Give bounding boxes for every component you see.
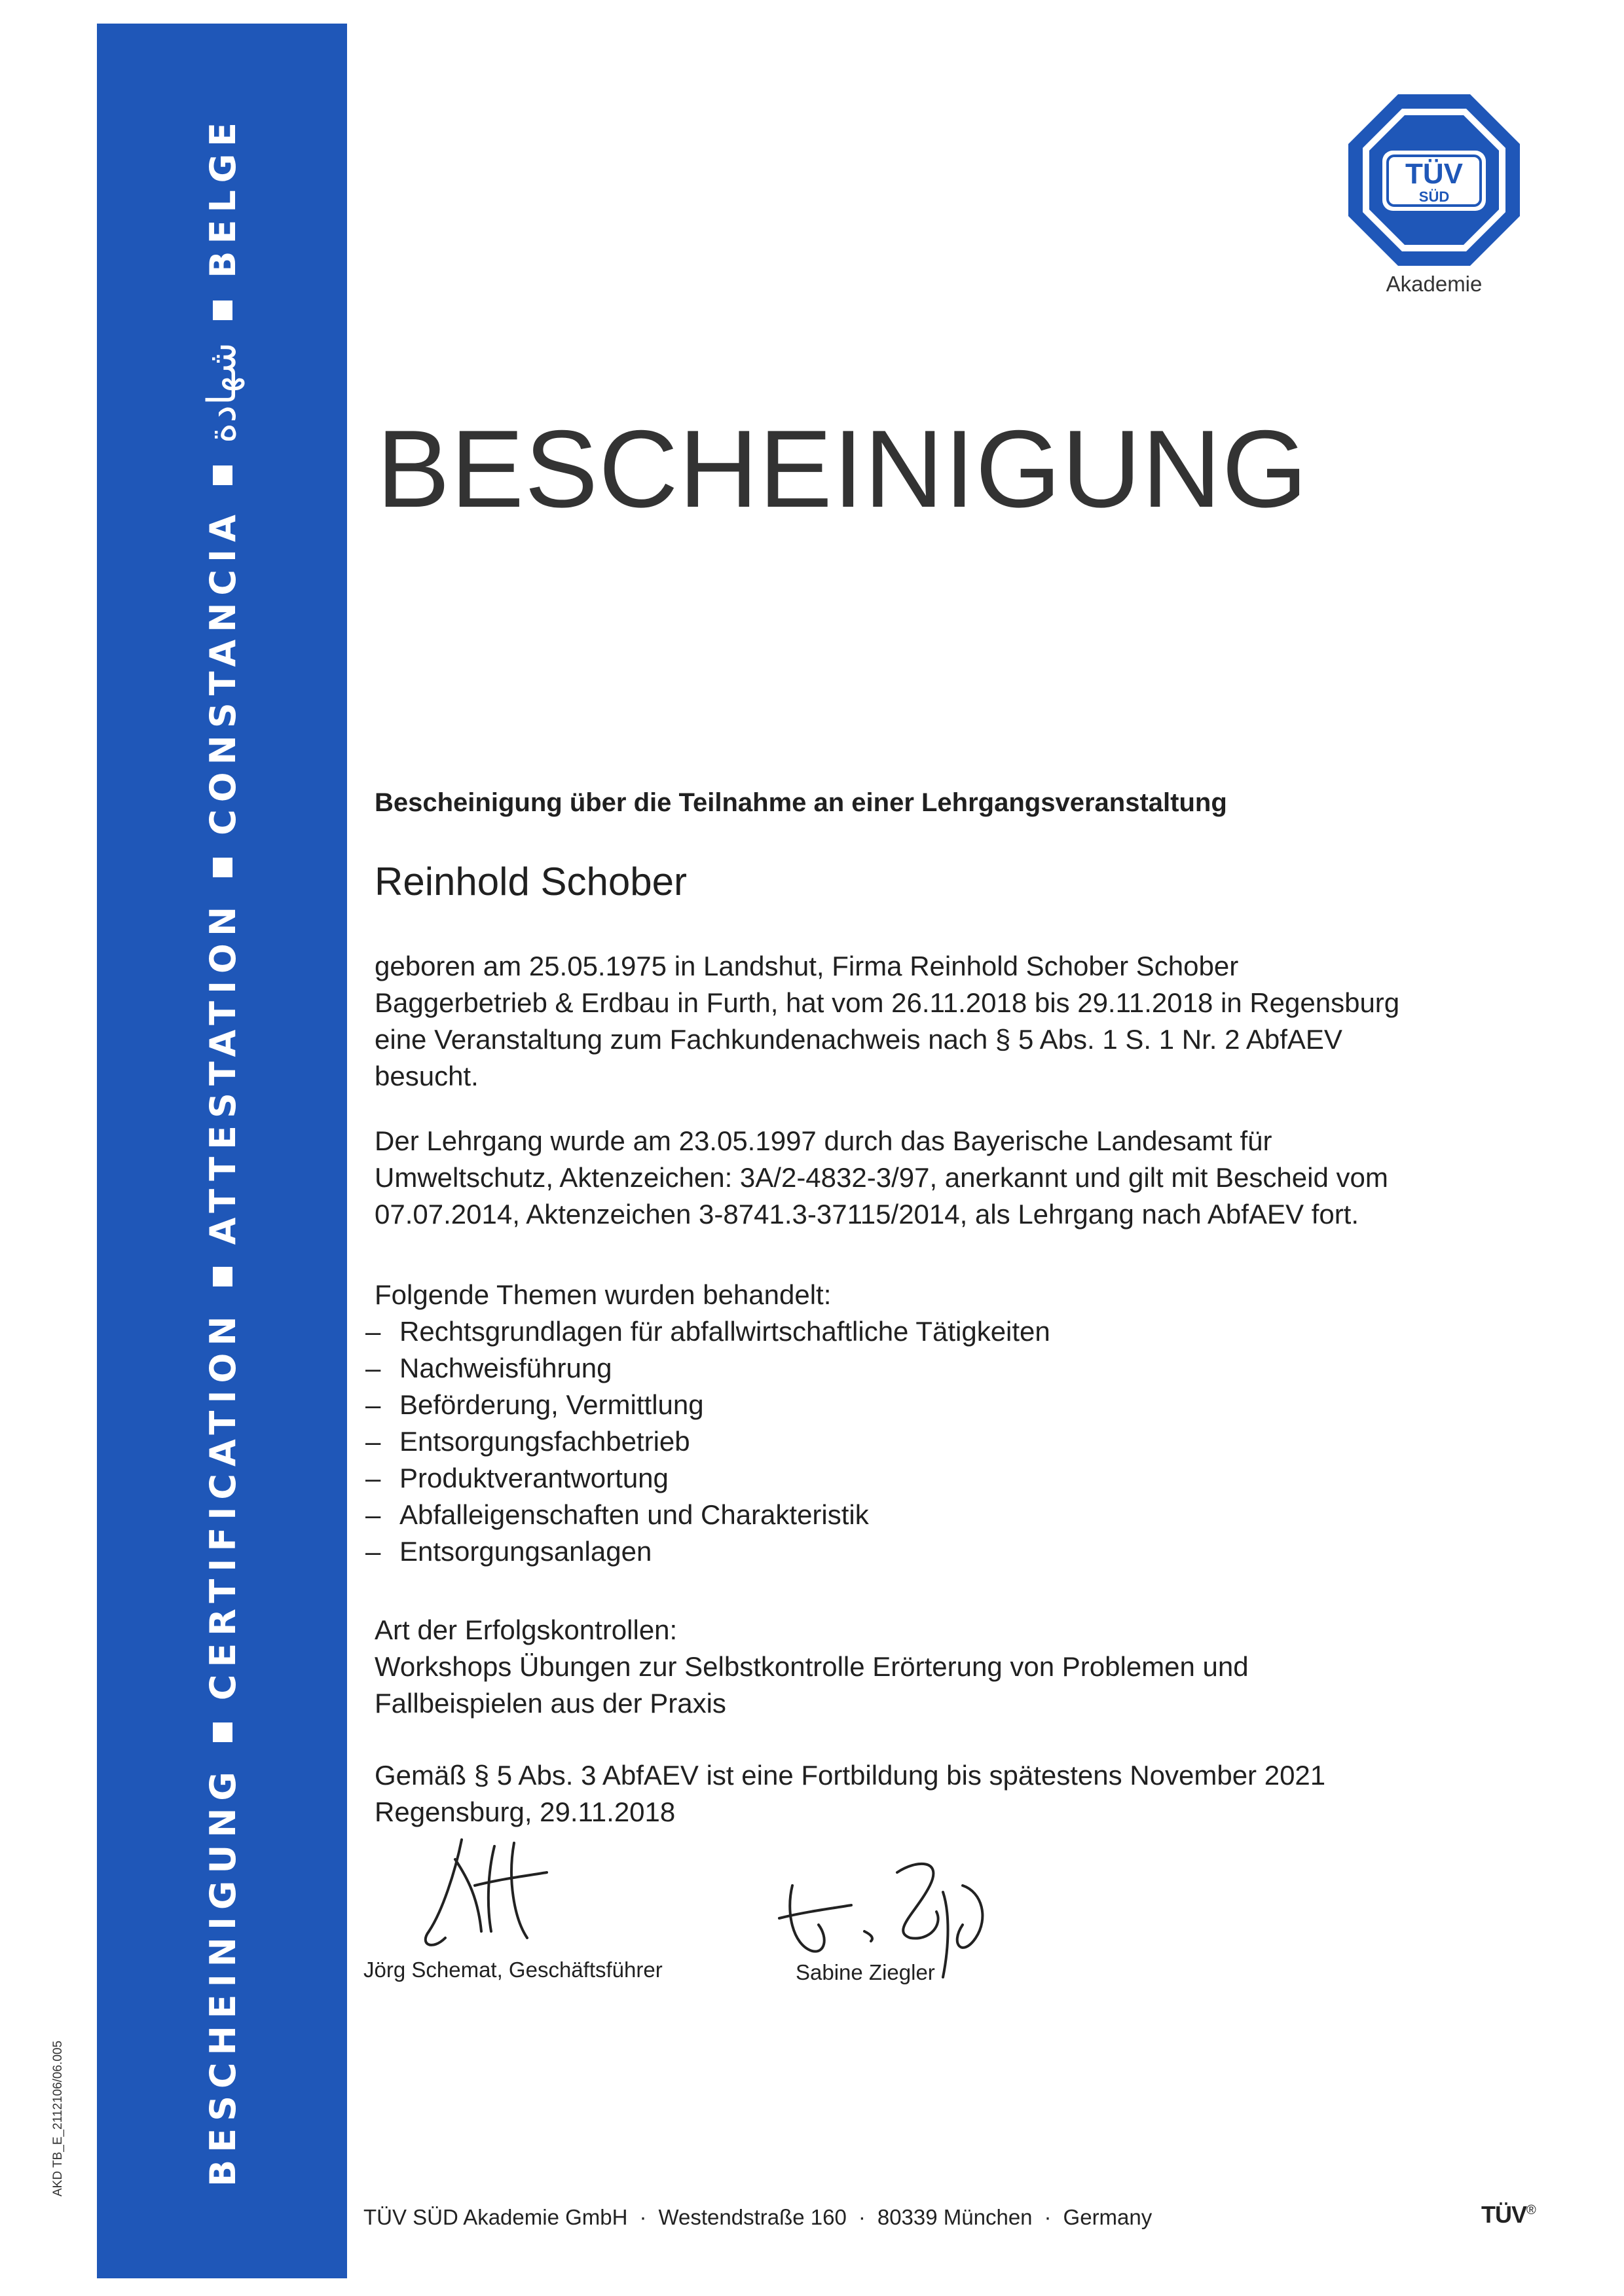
band-word-bescheinigung: BESCHEINIGUNG [202, 1764, 244, 2187]
participant-name: Reinhold Schober [375, 860, 687, 903]
logo-region-text: SÜD [1418, 189, 1450, 205]
method-text [375, 1649, 1249, 1722]
signatory-left-name: Jörg Schemat, Geschäftsführer [363, 1958, 663, 1982]
band-separator [213, 858, 232, 877]
band-separator [213, 465, 232, 485]
footer-address: TÜV SÜD Akademie GmbH · Westendstraße 160 · 80339 München · Germany [363, 2205, 1153, 2229]
list-item: – Beförderung, Vermittlung [365, 1389, 704, 1420]
band-text [199, 45, 245, 2257]
topic-label: Rechtsgrundlagen für abfallwirtschaftliche Tätigkeiten [399, 1316, 1050, 1347]
band-separator [213, 1267, 232, 1286]
footer-country: Germany [1063, 2205, 1153, 2229]
text-line: geboren am 25.05.1975 in Landshut, Firma Reinhold Schober Schober [375, 951, 1239, 981]
text-line: Baggerbetrieb & Erdbau in Furth, hat vom 26.11.2018 bis 29.11.2018 in Regensburg [375, 987, 1400, 1018]
list-item: – Produktverantwortung [365, 1463, 669, 1493]
list-item: – Nachweisführung [365, 1353, 612, 1383]
paragraph-birth-event [375, 948, 1399, 1095]
signature-left [416, 1833, 566, 1958]
band-word-arabic: شهادة [199, 342, 245, 444]
band-word-belge: BELGE [202, 115, 244, 278]
document-subtitle: Bescheinigung über die Teilnahme an einer Lehrgangsveranstaltung [375, 788, 1227, 817]
logo-brand-text: TÜV [1405, 158, 1463, 190]
footer-brand [1481, 2201, 1536, 2229]
topics-heading: Folgende Themen wurden behandelt: [375, 1279, 832, 1310]
footer-brand-text: TÜV [1481, 2201, 1526, 2228]
text-line: Fallbeispielen aus der Praxis [375, 1688, 726, 1719]
band-word-attestation: ATTESTATION [202, 899, 244, 1245]
logo-subtitle: Akademie [1386, 272, 1483, 296]
band-word-constancia: CONSTANCIA [202, 507, 244, 835]
topic-label: Entsorgungsanlagen [399, 1536, 652, 1567]
topics-list [365, 1313, 1050, 1570]
document-title: BESCHEINIGUNG [377, 407, 1308, 530]
method-heading: Art der Erfolgskontrollen: [375, 1614, 678, 1645]
text-line: Der Lehrgang wurde am 23.05.1997 durch das Bayerische Landesamt für [375, 1125, 1272, 1156]
text-line: eine Veranstaltung zum Fachkundenachweis nach § 5 Abs. 1 S. 1 Nr. 2 AbfAEV [375, 1024, 1342, 1055]
topic-label: Beförderung, Vermittlung [399, 1389, 704, 1420]
list-item: – Entsorgungsfachbetrieb [365, 1426, 690, 1457]
list-item: – Abfalleigenschaften und Charakteristik [365, 1499, 869, 1530]
topic-label: Entsorgungsfachbetrieb [399, 1426, 690, 1457]
footer-street: Westendstraße 160 [658, 2205, 847, 2229]
text-line: 07.07.2014, Aktenzeichen 3-8741.3-37115/2014, als Lehrgang nach AbfAEV fort. [375, 1199, 1359, 1230]
document-code: AKD TB_E_2112106/06.005 [51, 2040, 65, 2196]
topic-label: Nachweisführung [399, 1353, 612, 1383]
fortbildung-note: Gemäß § 5 Abs. 3 AbfAEV ist eine Fortbildung bis spätestens November 2021 [375, 1760, 1326, 1791]
list-item: – Entsorgungsanlagen [365, 1536, 652, 1567]
topic-label: Produktverantwortung [399, 1463, 669, 1493]
list-item: – Rechtsgrundlagen für abfallwirtschaftliche Tätigkeiten [365, 1316, 1050, 1347]
band-separator [213, 301, 232, 320]
text-line: Workshops Übungen zur Selbstkontrolle Erörterung von Problemen und [375, 1651, 1249, 1682]
side-band [97, 24, 347, 2278]
signatory-right-name: Sabine Ziegler [796, 1960, 935, 1984]
band-separator [213, 1722, 232, 1742]
tuv-sud-logo [1346, 92, 1522, 268]
footer-city: 80339 München [877, 2205, 1033, 2229]
place-date: Regensburg, 29.11.2018 [375, 1796, 676, 1827]
text-line: Umweltschutz, Aktenzeichen: 3A/2-4832-3/97, anerkannt und gilt mit Bescheid vom [375, 1162, 1388, 1193]
text-line: besucht. [375, 1061, 479, 1091]
registered-mark: ® [1526, 2203, 1536, 2217]
topic-label: Abfalleigenschaften und Charakteristik [399, 1499, 869, 1530]
band-word-certification: CERTIFICATION [202, 1309, 244, 1701]
paragraph-recognition [375, 1123, 1388, 1233]
footer-company: TÜV SÜD Akademie GmbH [363, 2205, 628, 2229]
